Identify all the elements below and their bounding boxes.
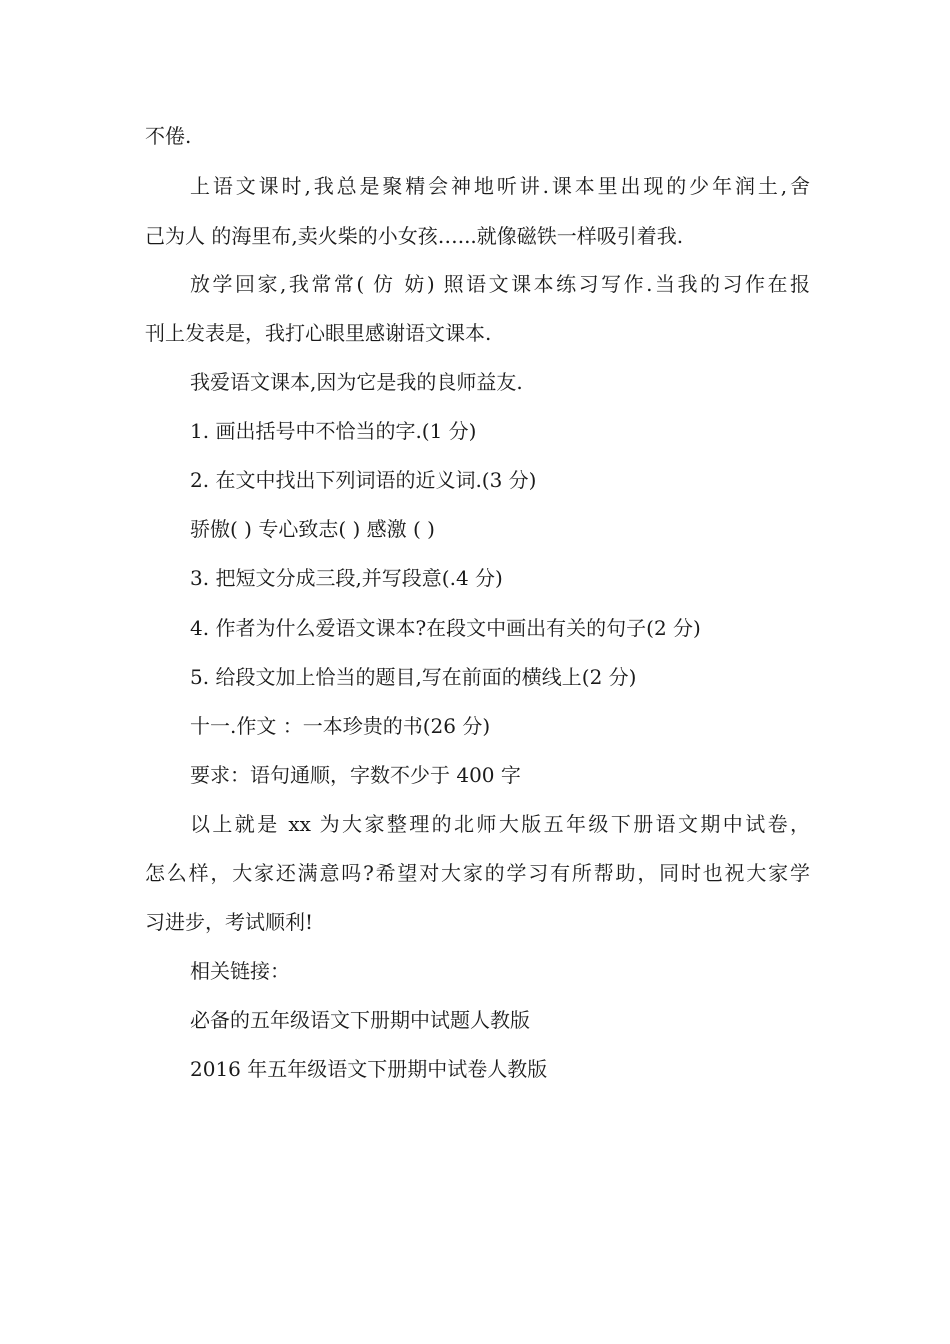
related-link[interactable]: 2016 年五年级语文下册期中试卷人教版 [190, 1057, 548, 1081]
essay-title-line: 十一.作文 ：一本珍贵的书(26 分) [190, 714, 491, 738]
related-link[interactable]: 必备的五年级语文下册期中试题人教版 [190, 1008, 530, 1032]
paragraph-line: 不倦. [145, 124, 192, 148]
paragraph-line: 习进步，考试顺利! [145, 910, 314, 934]
question-line: 4. 作者为什么爱语文课本?在段文中画出有关的句子(2 分) [190, 616, 701, 640]
paragraph-line: 怎么样，大家还满意吗?希望对大家的学习有所帮助，同时也祝大家学 [145, 861, 810, 885]
paragraph-line: 己为人 的海里布,卖火柴的小女孩…...就像磁铁一样吸引着我. [145, 224, 684, 248]
paragraph-line: 我爱语文课本,因为它是我的良师益友. [190, 370, 523, 394]
paragraph-line: 放学回家,我常常( 仿 妨) 照语文课本练习写作.当我的习作在报 [190, 272, 810, 296]
related-links-heading: 相关链接： [190, 959, 290, 983]
question-line: 1. 画出括号中不恰当的字.(1 分) [190, 419, 477, 443]
essay-requirement-line: 要求：语句通顺，字数不少于 400 字 [190, 763, 521, 787]
question-line: 5. 给段文加上恰当的题目,写在前面的横线上(2 分) [190, 665, 637, 689]
question-line: 骄傲( ) 专心致志( ) 感激 ( ) [190, 517, 435, 541]
paragraph-line: 刊上发表是，我打心眼里感谢语文课本. [145, 321, 492, 345]
paragraph-line: 上语文课时,我总是聚精会神地听讲.课本里出现的少年润土,舍 [190, 174, 810, 198]
paragraph-line: 以上就是 xx 为大家整理的北师大版五年级下册语文期中试卷， [190, 812, 810, 836]
question-line: 3. 把短文分成三段,并写段意(.4 分) [190, 566, 503, 590]
question-line: 2. 在文中找出下列词语的近义词.(3 分) [190, 468, 537, 492]
